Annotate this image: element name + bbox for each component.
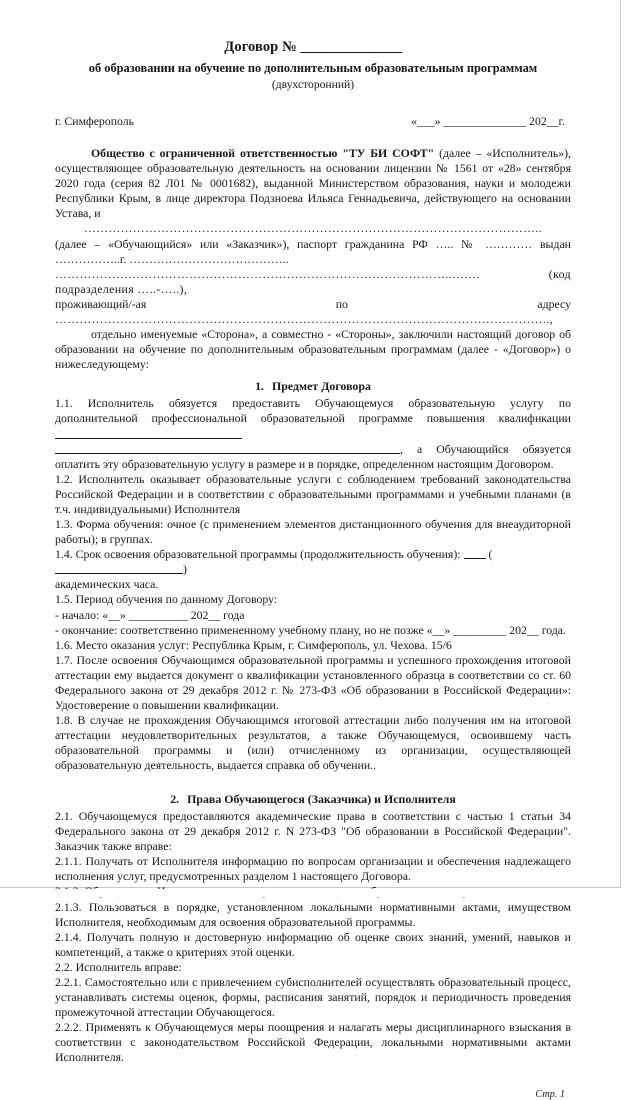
- section-2-number: 2.: [170, 791, 180, 806]
- page-gutter-bottom: [0, 889, 634, 897]
- clause-1-5: 1.5. Период обучения по данному Договору:: [55, 592, 278, 607]
- page-title: [55, 38, 571, 57]
- student-passport-text: (далее – «Обучающийся» или «Заказчик»), паспорт гражданина РФ ….. № ………… выдан ……………..г. …………………………………..: [55, 236, 571, 266]
- page-gutter-right: [621, 0, 634, 888]
- clause-1-1-blank-b[interactable]: [55, 442, 400, 454]
- clause-1-4-hours-blank[interactable]: [464, 547, 486, 559]
- clause-1-1: [55, 396, 571, 472]
- document-type-note: (двухсторонний): [271, 78, 355, 92]
- clause-1-4: 1.4. Срок освоения образовательной программы (продолжительность обучения): () академических часа.: [55, 547, 493, 592]
- section-1-number: 1.: [255, 378, 264, 393]
- preamble-organization: [55, 146, 571, 221]
- clause-1-5-start: - начало: «__» __________ 202__ года: [55, 607, 245, 622]
- title-number-blank: _______________: [300, 39, 402, 55]
- clause-2-1-1: 2.1.1. Получать от Исполнителя информацию по вопросам организации и обеспечения надлежащего исполнения услуг, предусмотренных разделом 1 настоящего Договора.: [55, 854, 571, 884]
- clause-1-1-text-b: , а Обучающийся обязуется оплатить эту образовательную услугу в размере и в порядке, определенном настоящим Договором.: [55, 441, 571, 471]
- clause-2-2-1: 2.2.1. Самостоятельно или с привлечением субисполнителей осуществлять образовательный процесс, устанавливать системы оценок, формы, расписания занятий, порядок и периодичность проведения промежуточной аттестации Обучающегося.: [55, 974, 571, 1019]
- student-name-blank: [55, 221, 571, 236]
- place-date-row: [55, 114, 571, 129]
- clause-1-5-end: - окончание: соответственно примененному учебному плану, но не позже «__» _________ 202__ года.: [55, 622, 566, 637]
- residence-address-line: [55, 297, 571, 327]
- clause-1-1-blank-a[interactable]: [55, 426, 242, 438]
- address-dots: …………………………………………………………………………………………………………..,: [55, 311, 553, 326]
- subdivision-dots: ……………………………………………………………………………………..……. (код подразделения …..-…..),: [55, 266, 571, 296]
- section-1-title: Предмет Договора: [272, 378, 371, 393]
- student-dots: …………………………………………………………………………………………………..: [84, 221, 542, 236]
- clause-1-4-hours-words-blank[interactable]: [55, 562, 183, 574]
- clause-2-1-4: 2.1.4. Получать полную и достоверную информацию об оценке своих знаний, умений, навыков и компетенций, а также о критериях этой оценки.: [55, 929, 571, 959]
- clause-1-2: 1.2. Исполнитель оказывает образовательные услуги с соблюдением требований законодательства Российской Федерации и в соответствии с образовательными программами и учебными планами (в т.ч. индивидуальными) Исполнителя: [55, 471, 571, 516]
- clause-1-7: 1.7. После освоения Обучающимся образовательной программы и успешного прохождения итоговой аттестации ему выдается документ о квалификации установленного образца в соответствии со ст. 60 Федерального закона от 29 декабря 2012 г. № 273-ФЗ «Об образовании в Российской Федерации»: Удостоверение о повышении квалификации.: [55, 652, 571, 712]
- clause-2-1-3: 2.1.3. Пользоваться в порядке, установленном локальными нормативными актами, имуществом Исполнителя, необходимым для освоения образовательной программы.: [55, 899, 571, 929]
- clause-1-4-units: академических часа.: [55, 577, 159, 592]
- preamble-student-passport: [55, 237, 571, 267]
- clause-2-2-2: 2.2.2. Применять к Обучающемуся меры поощрения и налагать меры дисциплинарного взыскания в соответствии с законодательством Российской Федерации, локальными нормативными актами Исполнителя.: [55, 1019, 571, 1064]
- date-blank: «___» ______________ 202__г.: [411, 114, 565, 129]
- organization-name: Общество с ограниченной ответственностью "ТУ БИ СОФТ": [91, 146, 435, 161]
- passport-subdivision-line: [55, 267, 571, 297]
- section-heading-2: [55, 792, 571, 807]
- clause-1-1-text-a: 1.1. Исполнитель обязуется предоставить Обучающемуся образовательную услугу по дополнительной профессиональной образовательной программе повышения квалификации: [55, 396, 571, 426]
- page-number-footer: Стр. 1: [535, 1088, 565, 1100]
- document-subtitle: об образовании на обучение по дополнительным образовательным программам: [88, 61, 538, 76]
- clause-1-6: 1.6. Место оказания услуг: Республика Крым, г. Симферополь, ул. Чехова. 15/6: [55, 637, 452, 652]
- clause-1-8: 1.8. В случае не прохождения Обучающимся итоговой аттестации либо получения им на итоговой аттестации неудовлетворительных результатов, а также Обучающемуся, освоившему часть образовательной программы и (или) отчисленному из организации, осуществляющей образовательную деятельность, выдается справка об обучении..: [55, 712, 571, 772]
- title-prefix: Договор №: [224, 39, 297, 55]
- clause-2-2: 2.2. Исполнитель вправе:: [55, 959, 182, 974]
- address-label: проживающий/-ая по адресу: [55, 296, 571, 311]
- section-heading-1: [55, 379, 571, 394]
- clause-1-4-text: 1.4. Срок освоения образовательной программы (продолжительность обучения):: [55, 547, 461, 562]
- clause-2-1: 2.1. Обучающемуся предоставляются академические права в соответствии с частью 1 статьи 34 Федерального закона от 29 декабря 2012 г. N 273-ФЗ "Об образовании в Российской Федерации". Заказчик также вправе:: [55, 809, 571, 854]
- parties-clause: отдельно именуемые «Сторона», а совместно - «Стороны», заключили настоящий договор об образовании на обучение по дополнительным образовательным программам (далее - «Договор») о нижеследующему:: [55, 326, 571, 371]
- section-2-title: Права Обучающегося (Заказчика) и Исполнителя: [187, 791, 456, 806]
- clause-1-3: 1.3. Форма обучения: очное (с применением элементов дистанционного обучения для внеаудиторной работы); в группах.: [55, 516, 571, 546]
- city-label: г. Симферополь: [55, 114, 135, 129]
- section-spacer: [55, 773, 571, 785]
- organization-details: (далее – «Исполнитель»), осуществляющее образовательную деятельность на основании лицензии № 1561 от «28» сентября 2020 года (серия 82 Л01 № 0001682), выданной Министерством образования, науки и молодежи Республики Крым, в лице директора Подзноева Ильяса Геннадьевича, действующего на основании Устава, и: [55, 146, 571, 221]
